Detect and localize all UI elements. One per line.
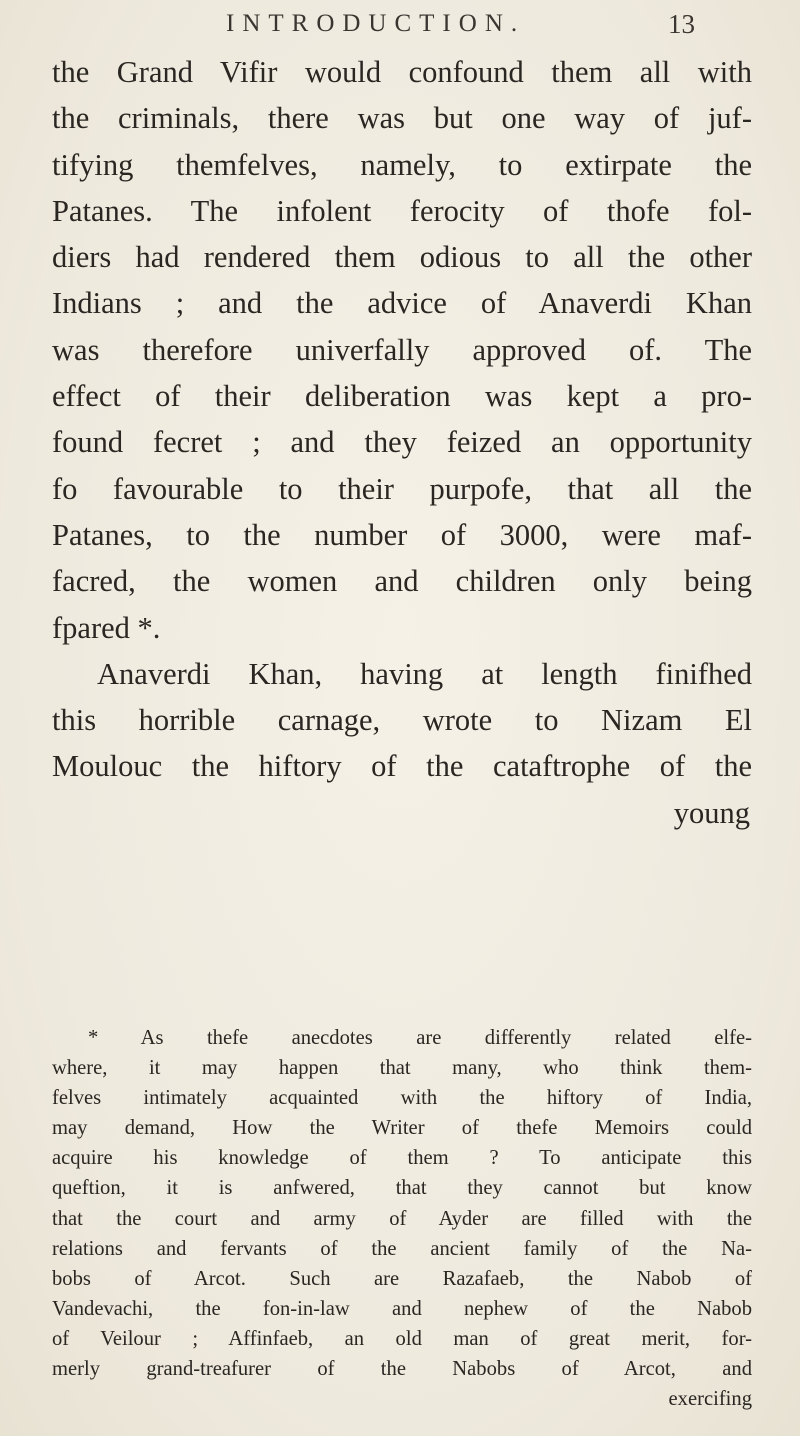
- text-line: was therefore univerfally approved of. The: [52, 332, 752, 367]
- catchword: young: [673, 795, 750, 830]
- footnote-line: felves intimately acquainted with the hiftory of India,: [52, 1087, 752, 1110]
- footnote-line: merly grand-treafurer of the Nabobs of Arcot, and: [52, 1358, 752, 1381]
- text-line: fpared *.: [52, 610, 161, 645]
- footnote-line: queftion, it is anfwered, that they cannot but know: [52, 1177, 752, 1200]
- main-text: [52, 49, 752, 836]
- footnote-line: of Veilour ; Affinfaeb, an old man of great merit, for-: [52, 1327, 752, 1350]
- footnote-line: bobs of Arcot. Such are Razafaeb, the Nabob of: [52, 1267, 752, 1290]
- footnote-line: Vandevachi, the fon-in-law and nephew of the Nabob: [52, 1297, 752, 1320]
- running-head: INTRODUCTION.: [226, 10, 526, 37]
- text-line: the Grand Vifir would confound them all with: [52, 55, 752, 89]
- footnote: [52, 1023, 752, 1414]
- text-line: Anaverdi Khan, having at length finifhed: [97, 656, 752, 691]
- text-line: Patanes, to the number of 3000, were maf-: [52, 517, 752, 552]
- footnote-line: relations and fervants of the ancient family of the Na-: [52, 1237, 752, 1260]
- text-line: diers had rendered them odious to all the other: [52, 240, 752, 275]
- text-line: Indians ; and the advice of Anaverdi Khan: [52, 286, 752, 321]
- text-line: fo favourable to their purpofe, that all the: [52, 471, 752, 506]
- footnote-line: that the court and army of Ayder are filled with the: [52, 1207, 752, 1230]
- footnote-line: acquire his knowledge of them ? To anticipate this: [52, 1147, 752, 1170]
- text-line: tifying themfelves, namely, to extirpate the: [52, 147, 752, 182]
- text-line: found fecret ; and they feized an opportunity: [52, 425, 752, 460]
- text-line: Moulouc the hiftory of the cataftrophe of the: [52, 749, 752, 784]
- text-line: Patanes. The infolent ferocity of thofe fol-: [52, 193, 752, 228]
- footnote-line: may demand, How the Writer of thefe Memoirs could: [52, 1117, 752, 1140]
- footnote-line: * As thefe anecdotes are differently related elfe-: [88, 1027, 752, 1049]
- text-line: the criminals, there was but one way of juf-: [52, 101, 752, 136]
- text-line: facred, the women and children only being: [52, 564, 752, 599]
- footnote-catchword: exercifing: [668, 1388, 752, 1411]
- text-line: this horrible carnage, wrote to Nizam El: [52, 703, 752, 738]
- page-header: [0, 6, 800, 46]
- page-number: 13: [668, 9, 695, 39]
- text-line: effect of their deliberation was kept a pro-: [52, 379, 752, 414]
- footnote-line: where, it may happen that many, who think them-: [52, 1057, 752, 1080]
